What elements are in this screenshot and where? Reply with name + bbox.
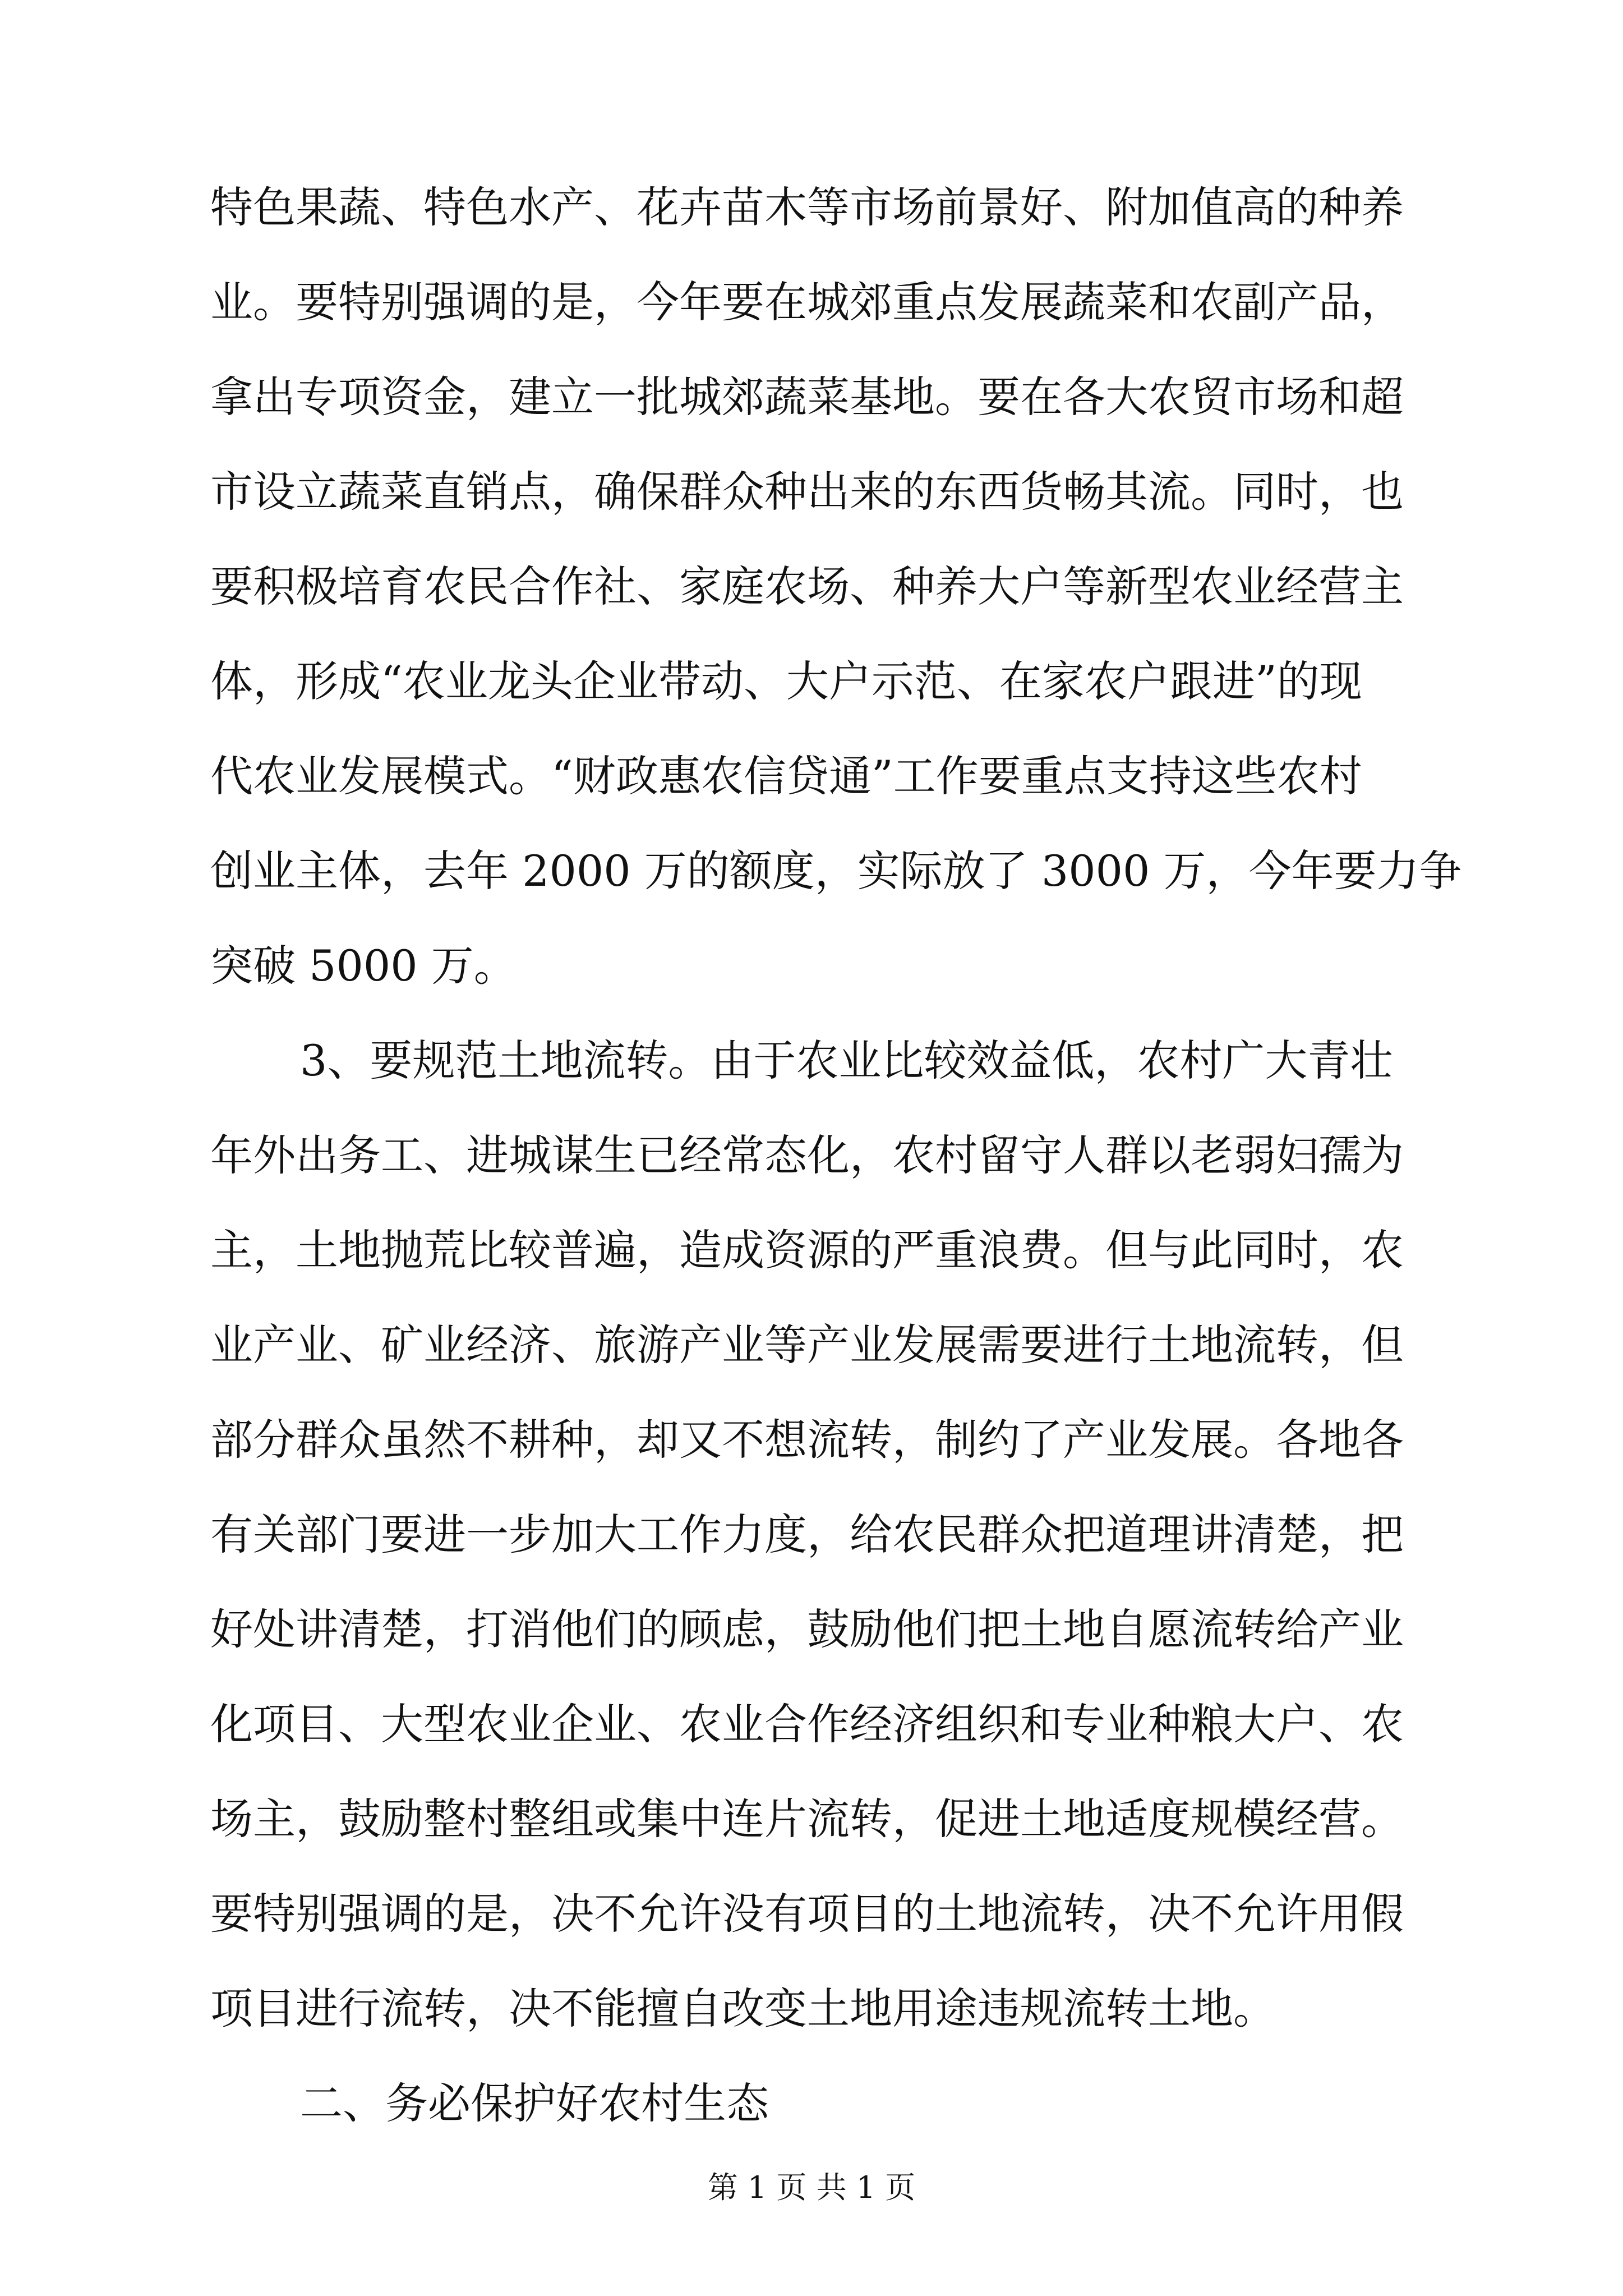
section-3-heading-line: 3、要规范土地流转。由于农业比较效益低，农村广大青壮: [300, 1036, 1393, 1085]
body-text-line: 年外出务工、进城谋生已经常态化，农村留守人群以老弱妇孺为: [210, 1130, 1404, 1180]
body-text-line: 项目进行流转，决不能擅自改变土地用途违规流转土地。: [210, 1984, 1276, 2033]
section-heading: 二、务必保护好农村生态: [300, 2078, 769, 2128]
body-text-line: 体，形成“农业龙头企业带动、大户示范、在家农户跟进”的现: [210, 656, 1362, 706]
body-text-line: 要特别强调的是，决不允许没有项目的土地流转，决不允许用假: [210, 1889, 1404, 1939]
body-text-line: 业。要特别强调的是，今年要在城郊重点发展蔬菜和农副产品，: [210, 277, 1404, 327]
body-text-line: 部分群众虽然不耕种，却又不想流转，制约了产业发展。各地各: [210, 1415, 1404, 1465]
body-text-line: 创业主体，去年 2000 万的额度，实际放了 3000 万，今年要力争: [210, 846, 1462, 896]
body-text-line: 市设立蔬菜直销点，确保群众种出来的东西货畅其流。同时，也: [210, 467, 1404, 517]
body-text-line: 代农业发展模式。“财政惠农信贷通”工作要重点支持这些农村: [210, 751, 1362, 801]
body-text-line: 要积极培育农民合作社、家庭农场、种养大户等新型农业经营主: [210, 562, 1404, 611]
body-text-line: 有关部门要进一步加大工作力度，给农民群众把道理讲清楚，把: [210, 1510, 1404, 1559]
body-text-line: 好处讲清楚，打消他们的顾虑，鼓励他们把土地自愿流转给产业: [210, 1604, 1404, 1654]
body-text-line: 化项目、大型农业企业、农业合作经济组织和专业种粮大户、农: [210, 1699, 1404, 1749]
body-text-line: 特色果蔬、特色水产、花卉苗木等市场前景好、附加值高的种养: [210, 182, 1404, 232]
body-text-line: 突破 5000 万。: [210, 941, 517, 991]
body-text-line: 场主，鼓励整村整组或集中连片流转，促进土地适度规模经营。: [210, 1794, 1404, 1844]
body-text-line: 主，土地抛荒比较普遍，造成资源的严重浪费。但与此同时，农: [210, 1225, 1404, 1275]
page-footer: 第 1 页 共 1 页: [707, 2170, 916, 2205]
body-text-line: 拿出专项资金，建立一批城郊蔬菜基地。要在各大农贸市场和超: [210, 372, 1404, 422]
body-text-line: 业产业、矿业经济、旅游产业等产业发展需要进行土地流转，但: [210, 1320, 1404, 1370]
